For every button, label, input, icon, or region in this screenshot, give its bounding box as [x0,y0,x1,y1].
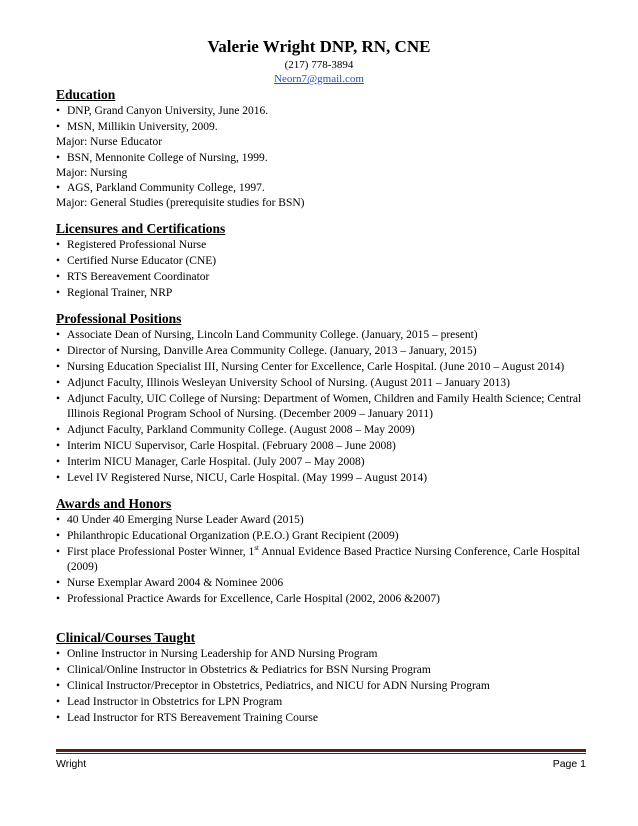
licensures-heading: Licensures and Certifications [56,220,226,236]
bullet-icon: • [56,695,61,708]
bullet-icon: • [56,529,61,542]
list-item-text: Adjunct Faculty, Parkland Community College. (August 2008 – May 2009) [67,423,415,436]
list-item [56,695,586,710]
list-item [56,455,586,470]
resume-body [56,86,586,726]
page-number: Page 1 [552,758,586,770]
bullet-icon: • [56,711,61,724]
clinical-heading: Clinical/Courses Taught [56,629,196,645]
list-item [56,663,586,678]
bullet-icon: • [56,439,61,452]
list-item-text: Regional Trainer, NRP [67,286,173,299]
bullet-icon: • [56,679,61,692]
bullet-icon: • [56,513,61,526]
education-heading: Education [56,87,116,102]
bullet-icon: • [56,423,61,436]
list-item [56,592,586,607]
licensures-section [56,220,586,301]
bullet-icon: • [56,455,61,468]
awards-list [56,513,586,544]
list-item [56,392,586,422]
bullet-icon: • [56,376,61,389]
bullet-icon: • [56,182,61,194]
resume-header [0,36,638,86]
list-item-text: Online Instructor in Nursing Leadership for AND Nursing Program [67,647,378,660]
list-item [56,181,586,196]
detail-line: Major: Nursing [56,166,128,179]
bullet-icon: • [56,663,61,676]
list-item-text: Interim NICU Supervisor, Carle Hospital. (February 2008 – June 2008) [67,439,396,452]
list-item-text: Lead Instructor for RTS Bereavement Training Course [67,711,318,724]
bullet-icon: • [56,545,61,558]
bullet-icon: • [56,576,61,589]
bullet-icon: • [56,286,61,299]
list-item [56,254,586,269]
list-item-text: Lead Instructor in Obstetrics for LPN Program [67,695,283,708]
bullet-icon: • [56,592,61,605]
list-item-text: Certified Nurse Educator (CNE) [67,254,217,267]
list-item [56,120,586,135]
list-item [56,679,586,694]
list-item [56,439,586,454]
list-item-text: Clinical Instructor/Preceptor in Obstetrics, Pediatrics, and NICU for ADN Nursing Program [67,679,490,692]
list-item-text: DNP, Grand Canyon University, June 2016. [67,105,269,117]
list-item-text: RTS Bereavement Coordinator [67,270,210,283]
poster-award-text-before: First place Professional Poster Winner, 1 [67,545,255,558]
list-item [56,328,586,343]
poster-award-text-after: Annual Evidence Based Practice Nursing Conference, Carle Hospital (2009) [67,545,580,573]
footer-author: Wright [56,758,87,770]
detail-line: Major: General Studies (prerequisite studies for BSN) [56,197,305,209]
list-item-text: Interim NICU Manager, Carle Hospital. (July 2007 – May 2008) [67,455,365,468]
list-item [56,711,586,726]
list-item [56,270,586,285]
list-item [56,545,586,575]
list-item-text: Nurse Exemplar Award 2004 & Nominee 2006 [67,576,284,589]
positions-section [56,310,586,486]
bullet-icon: • [56,360,61,373]
phone-number: (217) 778-3894 [284,59,354,71]
list-item-text: Adjunct Faculty, UIC College of Nursing: Department of Women, Children and Family Health Science; Central Illinois Regional Program School of Nursing. (December 2009 – January 2011) [67,392,582,420]
list-item-text: Professional Practice Awards for Excellence, Carle Hospital (2002, 2006 &2007) [67,592,440,605]
list-item [56,513,586,528]
list-item [56,576,586,591]
list-item [56,286,586,301]
list-item-text: Director of Nursing, Danville Area Community College. (January, 2013 – January, 2015) [67,344,477,357]
bullet-icon: • [56,151,61,164]
list-item [56,529,586,544]
footer-rule-thin [56,753,586,754]
positions-list [56,328,586,486]
list-item [56,376,586,391]
list-item-text: Level IV Registered Nurse, NICU, Carle Hospital. (May 1999 – August 2014) [67,471,428,484]
list-item [56,104,586,119]
list-item-text: BSN, Mennonite College of Nursing, 1999. [67,151,268,164]
footer-rule-thick [56,749,586,752]
candidate-name: Valerie Wright DNP, RN, CNE [207,37,431,56]
ordinal-suffix: st [254,543,259,552]
bullet-icon: • [56,328,61,341]
list-item-text: Adjunct Faculty, Illinois Wesleyan University School of Nursing. (August 2011 – January 2013) [67,376,510,389]
awards-heading: Awards and Honors [56,495,172,511]
list-item [56,647,586,662]
detail-line: Major: Nurse Educator [56,136,163,148]
list-item [56,344,586,359]
education-section [56,86,586,211]
list-item-text: Registered Professional Nurse [67,238,207,251]
awards-list-continued [56,576,586,607]
bullet-icon: • [56,105,61,117]
list-item-text: Associate Dean of Nursing, Lincoln Land Community College. (January, 2015 – present) [67,328,478,341]
bullet-icon: • [56,647,61,660]
bullet-icon: • [56,471,61,484]
list-item-text: MSN, Millikin University, 2009. [67,121,218,133]
bullet-icon: • [56,344,61,357]
list-item [56,151,586,166]
positions-heading: Professional Positions [56,310,182,326]
bullet-icon: • [56,121,61,133]
list-item-text: 40 Under 40 Emerging Nurse Leader Award (2015) [67,513,304,526]
licensures-list [56,238,586,301]
clinical-section [56,629,586,726]
bullet-icon: • [56,254,61,267]
list-item [56,471,586,486]
list-item-text: Nursing Education Specialist III, Nursing Center for Excellence, Carle Hospital. (June 2010 – August 2014) [67,360,565,373]
bullet-icon: • [56,238,61,251]
awards-section [56,495,586,607]
list-item [56,360,586,375]
bullet-icon: • [56,270,61,283]
list-item [56,423,586,438]
list-item-text: AGS, Parkland Community College, 1997. [67,182,265,194]
email-link[interactable]: Neorn7@gmail.com [274,73,364,85]
education-list [56,104,586,211]
list-item [56,238,586,253]
list-item-text: Clinical/Online Instructor in Obstetrics & Pediatrics for BSN Nursing Program [67,663,431,676]
bullet-icon: • [56,392,61,405]
list-item-text: Philanthropic Educational Organization (P.E.O.) Grant Recipient (2009) [67,529,399,542]
clinical-list [56,647,586,726]
